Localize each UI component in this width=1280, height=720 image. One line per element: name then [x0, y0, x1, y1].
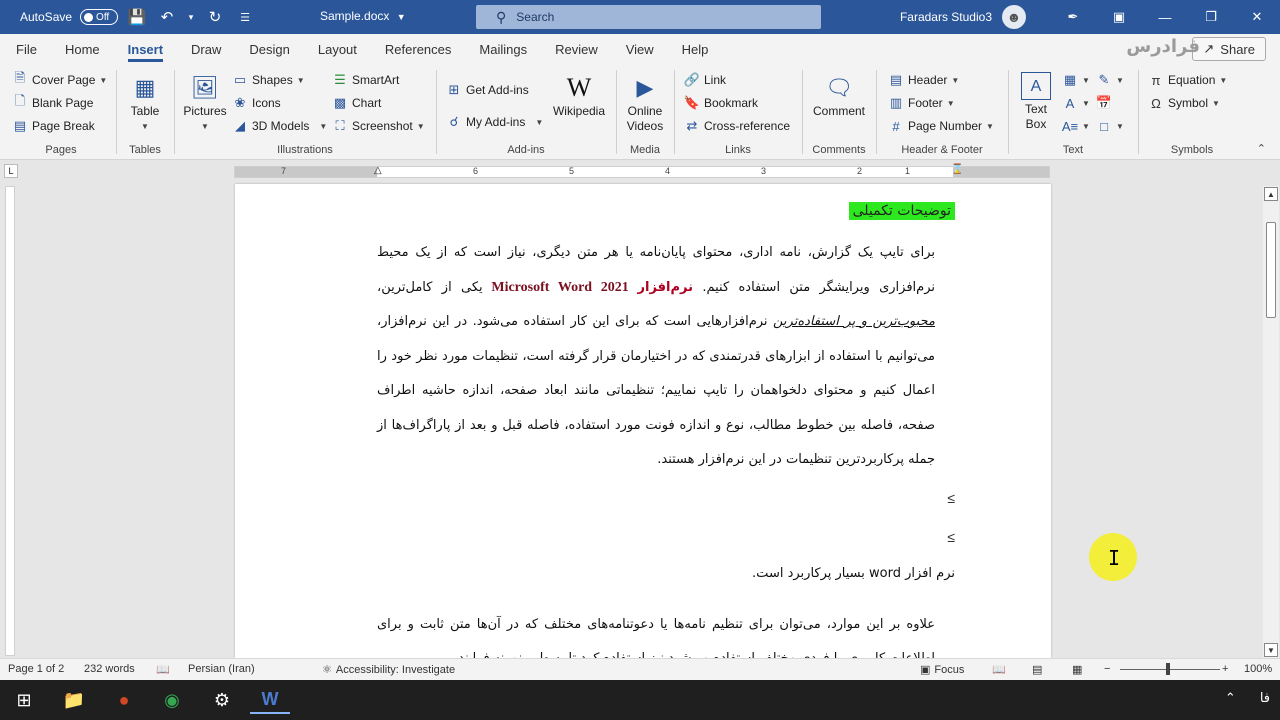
tab-view[interactable]: View	[625, 41, 654, 57]
word-icon[interactable]: W	[250, 686, 290, 714]
search-placeholder: Search	[516, 10, 555, 24]
quick-access-toolbar	[0, 6, 256, 28]
vertical-scrollbar[interactable]	[1263, 186, 1279, 658]
date-time-button[interactable]	[1096, 95, 1112, 111]
page-number-button[interactable]	[888, 118, 994, 134]
pictures-label: Pictures	[183, 104, 227, 118]
share-button[interactable]	[1192, 37, 1266, 61]
tab-design[interactable]: Design	[249, 41, 290, 57]
my-addins-button[interactable]	[446, 114, 543, 130]
tab-selector[interactable]: L	[4, 164, 18, 178]
avatar[interactable]: ☻	[1002, 5, 1026, 29]
chevron-down-icon: ▼	[535, 117, 544, 127]
ruler-number: 1	[905, 166, 911, 176]
word-count[interactable]: 232 words	[84, 663, 135, 675]
page-break-label: Page Break	[32, 119, 95, 133]
chevron-down-icon: ▼	[951, 75, 960, 85]
ribbon-display-options-icon[interactable]: ▣	[1112, 9, 1126, 24]
horizontal-ruler[interactable]	[234, 166, 1050, 178]
collapse-ribbon-icon[interactable]: ⌃	[1256, 143, 1266, 155]
document-title[interactable]	[320, 9, 406, 23]
group-label-pages: Pages	[45, 144, 77, 156]
proofing-icon[interactable]: 📖	[156, 664, 170, 676]
tab-layout[interactable]: Layout	[317, 41, 357, 57]
page-number-icon: #	[892, 118, 900, 134]
watermark-logo: فرادرس	[1126, 36, 1200, 56]
divider	[116, 70, 117, 154]
ruler-number: 5	[569, 166, 575, 176]
tab-insert[interactable]: Insert	[114, 34, 177, 64]
chevron-down-icon: ▼	[201, 122, 209, 131]
cross-reference-label: Cross-reference	[704, 119, 791, 133]
smartart-icon: ☰	[334, 72, 346, 87]
vertical-ruler[interactable]	[5, 186, 15, 656]
group-tables	[118, 68, 172, 158]
accessibility-label: Accessibility: Investigate	[335, 663, 456, 676]
accessibility-icon: ⚛	[322, 664, 332, 676]
group-label-links: Links	[725, 144, 751, 156]
bullet-mark[interactable]: ≤	[947, 490, 955, 506]
single-line-paragraph[interactable]: نرم افزار word بسیار پرکاربرد است.	[752, 566, 955, 581]
object-icon: □	[1100, 118, 1108, 134]
search-box[interactable]	[476, 5, 821, 29]
second-paragraph[interactable]: علاوه بر این موارد، می‌توان برای تنظیم نامه‌ها یا دعوتنامه‌های مختلف که در آن‌ها متن ثابت و برای	[377, 617, 935, 632]
chart-icon: ▩	[333, 95, 347, 110]
autosave-toggle[interactable]	[80, 9, 118, 25]
equation-label: Equation	[1168, 73, 1216, 87]
text-box-icon: A	[1021, 72, 1051, 100]
comment-label: Comment	[812, 104, 865, 118]
online-videos-button[interactable]	[622, 72, 668, 134]
indent-marker-icon[interactable]: △	[374, 165, 382, 176]
chevron-down-icon: ▼	[141, 122, 149, 131]
chevron-down-icon: ▼	[396, 12, 406, 22]
text-box-button[interactable]	[1014, 72, 1058, 132]
chevron-down-icon: ▼	[986, 121, 994, 131]
share-label: Share	[1220, 41, 1255, 57]
wikipedia-icon: W	[566, 72, 592, 102]
autosave-label: AutoSave	[20, 10, 73, 24]
omega-icon: Ω	[1151, 95, 1161, 111]
divider	[1138, 70, 1139, 154]
shapes-label: Shapes	[252, 73, 293, 87]
zoom-out-icon[interactable]: −	[1104, 663, 1111, 675]
cube-icon: ◢	[235, 118, 245, 133]
group-addins	[438, 68, 614, 158]
footer-button[interactable]	[888, 95, 955, 111]
ruler-number: 6	[473, 166, 479, 176]
divider	[174, 70, 175, 154]
group-illustrations	[176, 68, 434, 158]
ruler-margin-right	[953, 167, 1049, 177]
comment-button[interactable]	[808, 72, 870, 119]
group-label-tables: Tables	[129, 144, 161, 156]
undo-icon[interactable]: ↶	[160, 9, 174, 26]
zoom-in-icon[interactable]: +	[1222, 663, 1229, 675]
tab-home[interactable]: Home	[64, 41, 100, 57]
accessibility-status[interactable]	[322, 663, 455, 676]
status-bar	[0, 658, 1280, 680]
screenshot-icon: ⛶	[335, 118, 345, 133]
zoom-slider[interactable]	[1120, 669, 1220, 670]
group-label-addins: Add-ins	[507, 144, 545, 156]
horizontal-ruler-area	[0, 160, 1280, 182]
link-button[interactable]	[684, 72, 726, 88]
body-text-red: نرم‌افزار	[637, 279, 693, 295]
cross-reference-button[interactable]	[684, 118, 790, 134]
web-layout-icon[interactable]: ▦	[1072, 664, 1083, 676]
divider	[802, 70, 803, 154]
language[interactable]: Persian (Iran)	[188, 663, 255, 675]
body-text-part1: برای تایپ یک گزارش، نامه اداری، محتوای پایان‌نامه یا هر متن دیگری، نیاز است که از یک محیط نرم‌افزاری ویرایشگر متن استفاده کنیم.	[377, 245, 935, 295]
shapes-button[interactable]	[232, 72, 305, 88]
group-links	[676, 68, 800, 158]
focus-icon: ▣	[920, 664, 931, 676]
my-addins-label: My Add-ins	[466, 115, 526, 129]
customize-toolbar-icon[interactable]: ☰	[240, 11, 250, 24]
chevron-down-icon: ▼	[946, 98, 955, 108]
app-icon[interactable]: ⚙	[213, 689, 231, 710]
drop-cap-button[interactable]	[1062, 118, 1090, 134]
group-label-text: Text	[1062, 144, 1084, 156]
get-addins-label: Get Add-ins	[466, 83, 529, 97]
bookmark-label: Bookmark	[704, 96, 759, 110]
tab-review[interactable]: Review	[555, 41, 598, 57]
ruler-margin-left	[235, 167, 377, 177]
header-label: Header	[908, 73, 948, 87]
divider	[674, 70, 675, 154]
toggle-knob-icon	[84, 13, 93, 22]
group-symbols	[1140, 68, 1244, 158]
page-count[interactable]: Page 1 of 2	[8, 663, 65, 675]
ribbon-insert	[0, 64, 1280, 160]
group-label-illustrations: Illustrations	[277, 144, 333, 156]
body-text-product: Microsoft Word 2021	[482, 279, 638, 295]
addin-icon: ☌	[449, 114, 459, 129]
focus-label: Focus	[934, 663, 965, 676]
scroll-up-icon[interactable]: ▲	[1264, 187, 1278, 201]
text-box-label-1: Text	[1024, 102, 1047, 116]
chart-button[interactable]	[332, 95, 381, 111]
input-language[interactable]: فا	[1259, 690, 1270, 705]
online-video-icon: ▶	[636, 74, 654, 100]
minimize-button[interactable]: —	[1158, 9, 1172, 25]
tab-references[interactable]: References	[384, 41, 452, 57]
body-text-italic: محبوب‌ترین و پر استفاده‌ترین	[773, 314, 935, 329]
ribbon-tabs	[0, 34, 1280, 64]
page-break-icon: ▤	[13, 118, 27, 133]
divider	[436, 70, 437, 154]
chevron-down-icon: ▼	[296, 75, 305, 85]
table-button[interactable]	[126, 72, 164, 134]
chart-label: Chart	[352, 96, 382, 110]
focus-button[interactable]	[920, 663, 964, 676]
chevron-up-icon[interactable]: ⌃	[1224, 690, 1236, 705]
share-icon: ↗	[1203, 41, 1215, 56]
symbol-label: Symbol	[1168, 96, 1209, 110]
body-text-part3: نرم‌افزارهایی است که برای این کار استفاده می‌شود. در این نرم‌افزار، می‌توانیم با استفاده از ابزارهای قدرتمندی که در اختیارمان قرار گرفته است، تنظیمات مورد نظر خود را اعمال کنیم و محتوای دلخواهمان را تایپ نماییم؛ تنظیماتی مانند ابعاد صفحه، اندازه حاشیه اطراف صفحه، فاصله بین خطوط مطالب، نوع و اندازه فونت مورد استفاده، فاصله قبل و بعد از پاراگراف‌ها از جمله پرکاربردترین تنظیمات در این نرم‌افزار هستند.	[377, 314, 935, 467]
quick-parts-icon: ▦	[1063, 72, 1077, 87]
windows-taskbar	[0, 680, 1280, 720]
print-layout-icon[interactable]: ▤	[1032, 664, 1043, 676]
signature-line-button[interactable]	[1096, 72, 1124, 88]
shapes-icon: ▭	[233, 72, 247, 87]
tab-file[interactable]: File	[16, 41, 37, 57]
autosave-state: Off	[96, 11, 110, 23]
online-videos-label-2: Videos	[626, 119, 664, 133]
pi-icon: π	[1151, 72, 1161, 88]
screenshot-button[interactable]	[332, 118, 425, 134]
pictures-button[interactable]	[182, 72, 228, 134]
divider	[616, 70, 617, 154]
undo-dropdown-icon[interactable]: ▾	[188, 11, 194, 22]
group-comments	[804, 68, 874, 158]
restore-button[interactable]: ❐	[1205, 9, 1217, 24]
table-label: Table	[130, 104, 160, 118]
pictures-icon: 🖼	[191, 74, 219, 100]
footer-label: Footer	[908, 96, 943, 110]
chevron-down-icon: ▼	[99, 75, 108, 85]
group-media	[618, 68, 672, 158]
3d-models-button[interactable]	[232, 118, 327, 134]
close-button[interactable]: ✕	[1251, 9, 1263, 24]
signature-icon: ✎	[1098, 72, 1110, 87]
cover-page-icon: 🗎	[14, 70, 26, 85]
smartart-button[interactable]	[332, 72, 399, 88]
object-button[interactable]	[1096, 118, 1124, 134]
document-name: Sample.docx	[320, 9, 390, 23]
calendar-icon: 📅	[1095, 95, 1113, 110]
table-icon: ▦	[134, 74, 156, 100]
blank-page-label: Blank Page	[32, 96, 94, 110]
icons-icon: ❀	[234, 95, 246, 110]
chevron-down-icon: ▼	[319, 121, 328, 131]
chevron-down-icon: ▼	[416, 121, 425, 131]
get-addins-button[interactable]	[446, 82, 529, 98]
redo-icon[interactable]: ↻	[208, 9, 222, 26]
save-icon[interactable]: 💾	[127, 9, 147, 26]
header-button[interactable]	[888, 72, 959, 88]
header-icon: ▤	[889, 72, 903, 87]
bookmark-button[interactable]	[684, 95, 758, 111]
ruler-number: 4	[665, 166, 671, 176]
ruler-number: 2	[857, 166, 863, 176]
ruler-number: 3	[761, 166, 767, 176]
chevron-down-icon: ▼	[1116, 75, 1124, 85]
system-tray	[1225, 690, 1270, 706]
chevron-down-icon: ▼	[1219, 75, 1228, 85]
chevron-down-icon: ▼	[1082, 121, 1090, 131]
footer-icon: ▥	[889, 95, 903, 110]
zoom-slider-thumb[interactable]	[1166, 663, 1170, 675]
title-bar	[0, 0, 1280, 34]
group-header-footer	[878, 68, 1006, 158]
scroll-thumb[interactable]	[1266, 222, 1276, 318]
screenshot-label: Screenshot	[352, 119, 413, 133]
title-bar-right	[900, 0, 1280, 34]
wordart-icon: A	[1065, 95, 1075, 111]
comment-icon: 🗨	[825, 74, 853, 100]
blank-page-button[interactable]	[12, 95, 93, 111]
group-label-header-footer: Header & Footer	[901, 144, 983, 156]
group-pages	[6, 68, 116, 158]
page-break-button[interactable]	[12, 118, 95, 134]
zoom-level[interactable]: 100%	[1244, 663, 1273, 675]
equation-button[interactable]	[1148, 72, 1227, 88]
icons-label: Icons	[252, 96, 281, 110]
wikipedia-label: Wikipedia	[552, 104, 606, 118]
smartart-label: SmartArt	[352, 73, 400, 87]
tab-draw[interactable]: Draw	[191, 41, 222, 57]
chevron-down-icon: ▼	[1116, 121, 1124, 131]
icons-button[interactable]	[232, 95, 281, 111]
store-icon: ⊞	[448, 82, 460, 97]
pen-icon[interactable]: ✒	[1067, 9, 1079, 24]
wikipedia-button[interactable]	[548, 72, 610, 119]
link-label: Link	[704, 73, 727, 87]
3d-models-label: 3D Models	[252, 119, 310, 133]
chrome-icon[interactable]: ◉	[164, 689, 180, 710]
read-mode-icon[interactable]: 📖	[992, 664, 1006, 676]
group-label-symbols: Symbols	[1170, 144, 1214, 156]
tab-help[interactable]: Help	[681, 41, 709, 57]
page-number-label: Page Number	[908, 119, 983, 133]
chevron-down-icon: ▼	[1212, 98, 1220, 108]
cover-page-button[interactable]	[12, 72, 107, 88]
cover-page-label: Cover Page	[32, 73, 96, 87]
blank-page-icon: 🗋	[14, 93, 26, 108]
chevron-down-icon: ▼	[1082, 98, 1090, 108]
body-paragraph[interactable]	[377, 236, 935, 478]
group-label-comments: Comments	[812, 144, 866, 156]
online-videos-label-1: Online	[627, 104, 663, 118]
drop-cap-icon: A≡	[1061, 118, 1079, 134]
search-icon: ⚲	[496, 8, 507, 25]
quick-parts-button[interactable]	[1062, 72, 1090, 88]
ibeam-cursor-icon: I	[1108, 546, 1121, 570]
bookmark-icon: 🔖	[683, 95, 701, 110]
chevron-down-icon: ▼	[1082, 75, 1090, 85]
group-text	[1010, 68, 1136, 158]
body-text-part2: یکی از کامل‌ترین،	[377, 279, 483, 295]
user-name[interactable]: Faradars Studio3	[899, 10, 992, 24]
tab-mailings[interactable]: Mailings	[479, 41, 528, 57]
file-explorer-icon[interactable]: 📁	[62, 689, 86, 710]
divider	[876, 70, 877, 154]
right-indent-marker-icon[interactable]: ⌛	[951, 164, 964, 175]
cross-reference-icon: ⇄	[686, 118, 698, 133]
wordart-button[interactable]	[1062, 95, 1090, 111]
ruler-number: 7	[281, 166, 287, 176]
windows-start-icon[interactable]: ⊞	[16, 689, 32, 710]
symbol-button[interactable]	[1148, 95, 1220, 111]
link-icon: 🔗	[683, 72, 701, 87]
bullet-mark[interactable]: ≤	[947, 529, 955, 545]
document-heading[interactable]: توضیحات تکمیلی	[849, 202, 955, 220]
text-box-label-2: Box	[1025, 117, 1047, 131]
powerpoint-icon[interactable]: ●	[118, 689, 130, 710]
group-label-media: Media	[630, 144, 660, 156]
divider	[1008, 70, 1009, 154]
scroll-down-icon[interactable]: ▼	[1264, 643, 1278, 657]
document-page[interactable]	[235, 184, 1051, 658]
